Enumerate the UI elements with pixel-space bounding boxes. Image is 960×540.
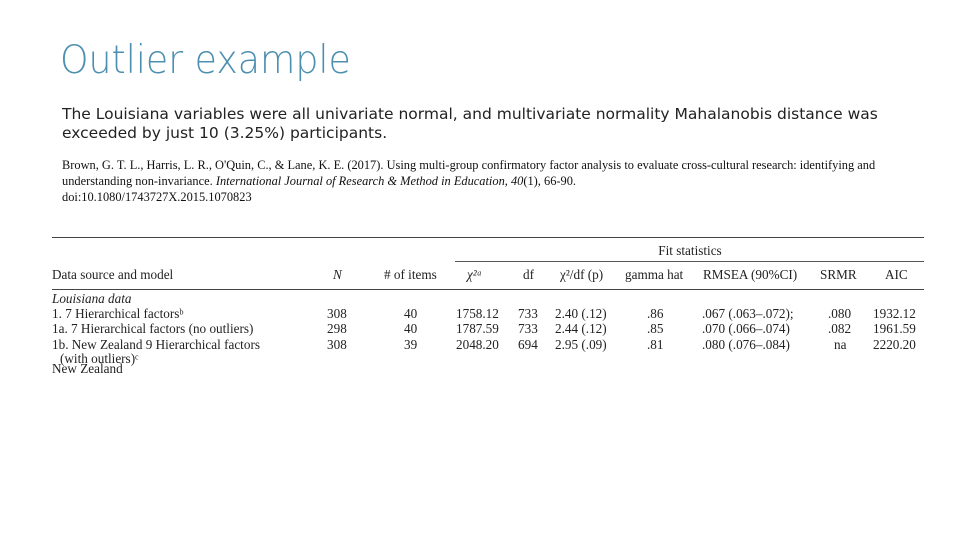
body-text: The Louisiana variables were all univariate normal, and multivariate normality Mahalanobis distance was exceeded by just 10 (3.25%) participants. <box>62 105 878 142</box>
row-3-items: 39 <box>404 337 418 352</box>
header-srmr: SRMR <box>820 267 857 282</box>
row-2-rmsea: .070 (.066–.074) <box>702 321 790 336</box>
row-1-chi2: 1758.12 <box>456 306 499 321</box>
citation <box>62 157 932 205</box>
row-1-items: 40 <box>404 306 418 321</box>
row-3-label-line2: (with outliers)ᶜ <box>60 351 139 366</box>
row-2-items: 40 <box>404 321 418 336</box>
row-1-srmr: .080 <box>828 306 852 321</box>
row-3-chi2df: 2.95 (.09) <box>555 337 607 352</box>
row-1-label: 1. 7 Hierarchical factorsᵇ <box>52 306 184 321</box>
fit-statistics-subrule <box>455 261 924 262</box>
citation-authors: Brown, G. T. L., Harris, L. R., O'Quin, C., & Lane, K. E. (2017). Using multi-group confirmatory factor analysis to evaluate cross-cultural research: identifying and understanding non-invariance. <box>62 158 876 188</box>
row-2-df: 733 <box>518 321 538 336</box>
row-2-chi2df: 2.44 (.12) <box>555 321 607 336</box>
row-1-df: 733 <box>518 306 538 321</box>
header-items: # of items <box>384 267 437 282</box>
row-3-srmr: na <box>834 337 847 352</box>
table-header-rule <box>52 289 924 290</box>
row-1-gamma: .86 <box>647 306 664 321</box>
table-top-rule <box>52 237 924 238</box>
slide-title: Outlier example <box>60 38 351 83</box>
header-gamma: gamma hat <box>625 267 684 282</box>
row-3-gamma: .81 <box>647 337 664 352</box>
header-df: df <box>523 267 534 282</box>
header-source: Data source and model <box>52 267 174 282</box>
fit-statistics-header: Fit statistics <box>658 243 722 258</box>
row-2-label: 1a. 7 Hierarchical factors (no outliers) <box>52 321 254 336</box>
citation-doi: doi:10.1080/1743727X.2015.1070823 <box>62 190 252 204</box>
row-3-rmsea: .080 (.076–.084) <box>702 337 790 352</box>
row-2-gamma: .85 <box>647 321 664 336</box>
row-1-aic: 1932.12 <box>873 306 916 321</box>
cut-off-row-text: New Zealand <box>52 361 123 376</box>
section-label: Louisiana data <box>52 291 132 306</box>
row-3-aic: 2220.20 <box>873 337 916 352</box>
citation-journal: International Journal of Research & Method in Education, 40 <box>215 174 524 188</box>
fit-statistics-table <box>50 234 924 374</box>
header-chi2: χ²ᵃ <box>467 267 483 282</box>
row-2-chi2: 1787.59 <box>456 321 499 336</box>
row-1-chi2df: 2.40 (.12) <box>555 306 607 321</box>
row-1-n: 308 <box>327 306 347 321</box>
header-rmsea: RMSEA (90%CI) <box>703 267 798 282</box>
header-aic: AIC <box>885 267 908 282</box>
row-3-n: 308 <box>327 337 347 352</box>
header-n: N <box>333 267 342 282</box>
row-2-aic: 1961.59 <box>873 321 916 336</box>
row-2-n: 298 <box>327 321 347 336</box>
header-chi2df: χ²/df (p) <box>560 267 604 282</box>
cut-off-row <box>52 361 132 376</box>
row-2-srmr: .082 <box>828 321 852 336</box>
row-3-chi2: 2048.20 <box>456 337 499 352</box>
row-3-df: 694 <box>518 337 538 352</box>
row-1-rmsea: .067 (.063–.072); <box>702 306 794 321</box>
row-3-label: 1b. New Zealand 9 Hierarchical factors <box>52 337 260 352</box>
citation-issue-pages: (1), 66-90. <box>523 174 577 188</box>
